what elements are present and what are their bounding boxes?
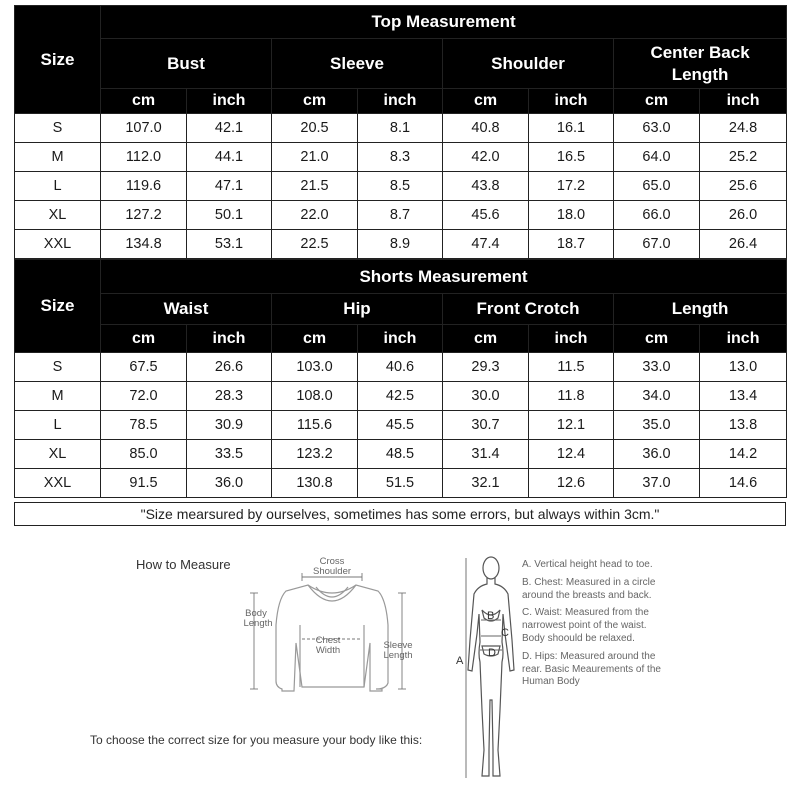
value-cell: 12.1 — [529, 411, 614, 440]
group-header: Sleeve — [272, 39, 443, 89]
value-cell: 67.0 — [614, 230, 700, 259]
value-cell: 8.5 — [358, 172, 443, 201]
value-cell: 25.6 — [700, 172, 787, 201]
table-row — [15, 143, 787, 172]
size-cell: L — [15, 411, 101, 440]
value-cell: 16.5 — [529, 143, 614, 172]
table-row — [15, 382, 787, 411]
unit-header: cm — [272, 325, 358, 353]
sweater-measure-diagram — [236, 555, 426, 705]
group-header-row — [15, 39, 787, 89]
value-cell: 8.3 — [358, 143, 443, 172]
value-cell: 11.8 — [529, 382, 614, 411]
value-cell: 115.6 — [272, 411, 358, 440]
table-title: Top Measurement — [101, 6, 787, 39]
body-length-label: Length — [243, 618, 273, 629]
size-cell: M — [15, 143, 101, 172]
value-cell: 35.0 — [614, 411, 700, 440]
unit-header: inch — [358, 89, 443, 114]
value-cell: 119.6 — [101, 172, 187, 201]
value-cell: 20.5 — [272, 114, 358, 143]
value-cell: 31.4 — [443, 440, 529, 469]
value-cell: 40.6 — [358, 353, 443, 382]
value-cell: 47.4 — [443, 230, 529, 259]
value-cell: 134.8 — [101, 230, 187, 259]
figure-letter-a: A — [456, 655, 464, 667]
value-cell: 21.5 — [272, 172, 358, 201]
value-cell: 43.8 — [443, 172, 529, 201]
measurement-legend — [522, 559, 662, 694]
unit-header: cm — [272, 89, 358, 114]
chest-width-label: Width — [315, 645, 341, 656]
value-cell: 28.3 — [187, 382, 272, 411]
unit-header: inch — [700, 325, 787, 353]
value-cell: 63.0 — [614, 114, 700, 143]
unit-header: inch — [358, 325, 443, 353]
shorts-measurement-table — [14, 259, 787, 498]
unit-header: inch — [529, 325, 614, 353]
unit-header: inch — [529, 89, 614, 114]
value-cell: 13.0 — [700, 353, 787, 382]
size-header: Size — [15, 6, 101, 114]
unit-header: cm — [101, 325, 187, 353]
value-cell: 78.5 — [101, 411, 187, 440]
value-cell: 32.1 — [443, 469, 529, 498]
legend-item: A. Vertical height head to toe. — [522, 559, 653, 570]
value-cell: 40.8 — [443, 114, 529, 143]
measurement-note: "Size mearsured by ourselves, sometimes has some errors, but always within 3cm." — [14, 502, 786, 526]
sleeve-length-label: Length — [383, 650, 413, 661]
value-cell: 29.3 — [443, 353, 529, 382]
value-cell: 66.0 — [614, 201, 700, 230]
size-cell: M — [15, 382, 101, 411]
how-to-measure-title: How to Measure — [136, 557, 231, 572]
value-cell: 130.8 — [272, 469, 358, 498]
group-header: Waist — [101, 294, 272, 325]
value-cell: 16.1 — [529, 114, 614, 143]
group-header: Center Back Length — [614, 39, 787, 89]
legend-item: C. Waist: Measured from the narrowest point of the waist. Body shoould be relaxed. — [522, 607, 649, 644]
unit-header-row — [15, 325, 787, 353]
unit-header: cm — [101, 89, 187, 114]
body-length-label: Body — [245, 608, 267, 619]
value-cell: 42.5 — [358, 382, 443, 411]
sleeve-length-label: Sleeve — [383, 640, 413, 651]
value-cell: 42.1 — [187, 114, 272, 143]
size-cell: XL — [15, 201, 101, 230]
value-cell: 22.0 — [272, 201, 358, 230]
value-cell: 22.5 — [272, 230, 358, 259]
unit-header: inch — [700, 89, 787, 114]
unit-header: inch — [187, 325, 272, 353]
value-cell: 44.1 — [187, 143, 272, 172]
value-cell: 47.1 — [187, 172, 272, 201]
value-cell: 127.2 — [101, 201, 187, 230]
figure-letter-d: D — [488, 647, 496, 659]
value-cell: 30.0 — [443, 382, 529, 411]
group-header: Length — [614, 294, 787, 325]
value-cell: 65.0 — [614, 172, 700, 201]
value-cell: 34.0 — [614, 382, 700, 411]
value-cell: 103.0 — [272, 353, 358, 382]
unit-header-row — [15, 89, 787, 114]
table-row — [15, 411, 787, 440]
size-cell: XXL — [15, 469, 101, 498]
table-row — [15, 230, 787, 259]
table-row — [15, 469, 787, 498]
value-cell: 26.0 — [700, 201, 787, 230]
value-cell: 30.7 — [443, 411, 529, 440]
value-cell: 14.2 — [700, 440, 787, 469]
unit-header: cm — [614, 89, 700, 114]
body-measure-figure — [452, 550, 524, 790]
value-cell: 18.7 — [529, 230, 614, 259]
value-cell: 45.5 — [358, 411, 443, 440]
legend-item: B. Chest: Measured in a circle around the breasts and back. — [522, 576, 656, 601]
value-cell: 25.2 — [700, 143, 787, 172]
unit-header: cm — [614, 325, 700, 353]
size-cell: S — [15, 114, 101, 143]
table-row — [15, 172, 787, 201]
figure-letter-b: B — [487, 610, 495, 622]
value-cell: 11.5 — [529, 353, 614, 382]
measure-lines — [250, 573, 406, 689]
table-row — [15, 201, 787, 230]
choose-size-instruction: To choose the correct size for you measure your body like this: — [90, 733, 423, 747]
value-cell: 37.0 — [614, 469, 700, 498]
table-row — [15, 353, 787, 382]
legend-item: D. Hips: Measured around the rear. Basic Meaurements of the Human Body — [522, 650, 661, 688]
value-cell: 12.6 — [529, 469, 614, 498]
value-cell: 45.6 — [443, 201, 529, 230]
value-cell: 112.0 — [101, 143, 187, 172]
value-cell: 36.0 — [614, 440, 700, 469]
cross-shoulder-label: Cross — [319, 556, 345, 567]
value-cell: 8.9 — [358, 230, 443, 259]
size-header: Size — [15, 260, 101, 353]
value-cell: 21.0 — [272, 143, 358, 172]
size-cell: XL — [15, 440, 101, 469]
value-cell: 30.9 — [187, 411, 272, 440]
value-cell: 36.0 — [187, 469, 272, 498]
value-cell: 26.4 — [700, 230, 787, 259]
value-cell: 33.0 — [614, 353, 700, 382]
value-cell: 12.4 — [529, 440, 614, 469]
group-header: Bust — [101, 39, 272, 89]
value-cell: 67.5 — [101, 353, 187, 382]
value-cell: 51.5 — [358, 469, 443, 498]
value-cell: 53.1 — [187, 230, 272, 259]
value-cell: 42.0 — [443, 143, 529, 172]
figure-letter-c: C — [501, 627, 509, 639]
size-cell: L — [15, 172, 101, 201]
table-title: Shorts Measurement — [101, 260, 787, 294]
value-cell: 72.0 — [101, 382, 187, 411]
value-cell: 91.5 — [101, 469, 187, 498]
cross-shoulder-label: Shoulder — [312, 566, 352, 577]
top-measurement-table — [14, 5, 787, 259]
value-cell: 13.8 — [700, 411, 787, 440]
group-header: Hip — [272, 294, 443, 325]
table-row — [15, 440, 787, 469]
group-header: Shoulder — [443, 39, 614, 89]
size-cell: S — [15, 353, 101, 382]
body-outline — [468, 557, 514, 776]
value-cell: 123.2 — [272, 440, 358, 469]
value-cell: 107.0 — [101, 114, 187, 143]
size-cell: XXL — [15, 230, 101, 259]
value-cell: 108.0 — [272, 382, 358, 411]
value-cell: 48.5 — [358, 440, 443, 469]
value-cell: 50.1 — [187, 201, 272, 230]
group-header: Front Crotch — [443, 294, 614, 325]
unit-header: cm — [443, 89, 529, 114]
unit-header: cm — [443, 325, 529, 353]
value-cell: 17.2 — [529, 172, 614, 201]
value-cell: 64.0 — [614, 143, 700, 172]
value-cell: 18.0 — [529, 201, 614, 230]
value-cell: 8.7 — [358, 201, 443, 230]
value-cell: 26.6 — [187, 353, 272, 382]
group-header-row — [15, 294, 787, 325]
value-cell: 85.0 — [101, 440, 187, 469]
value-cell: 8.1 — [358, 114, 443, 143]
value-cell: 13.4 — [700, 382, 787, 411]
unit-header: inch — [187, 89, 272, 114]
value-cell: 14.6 — [700, 469, 787, 498]
value-cell: 33.5 — [187, 440, 272, 469]
value-cell: 24.8 — [700, 114, 787, 143]
table-row — [15, 114, 787, 143]
chest-width-label: Chest — [315, 635, 341, 646]
